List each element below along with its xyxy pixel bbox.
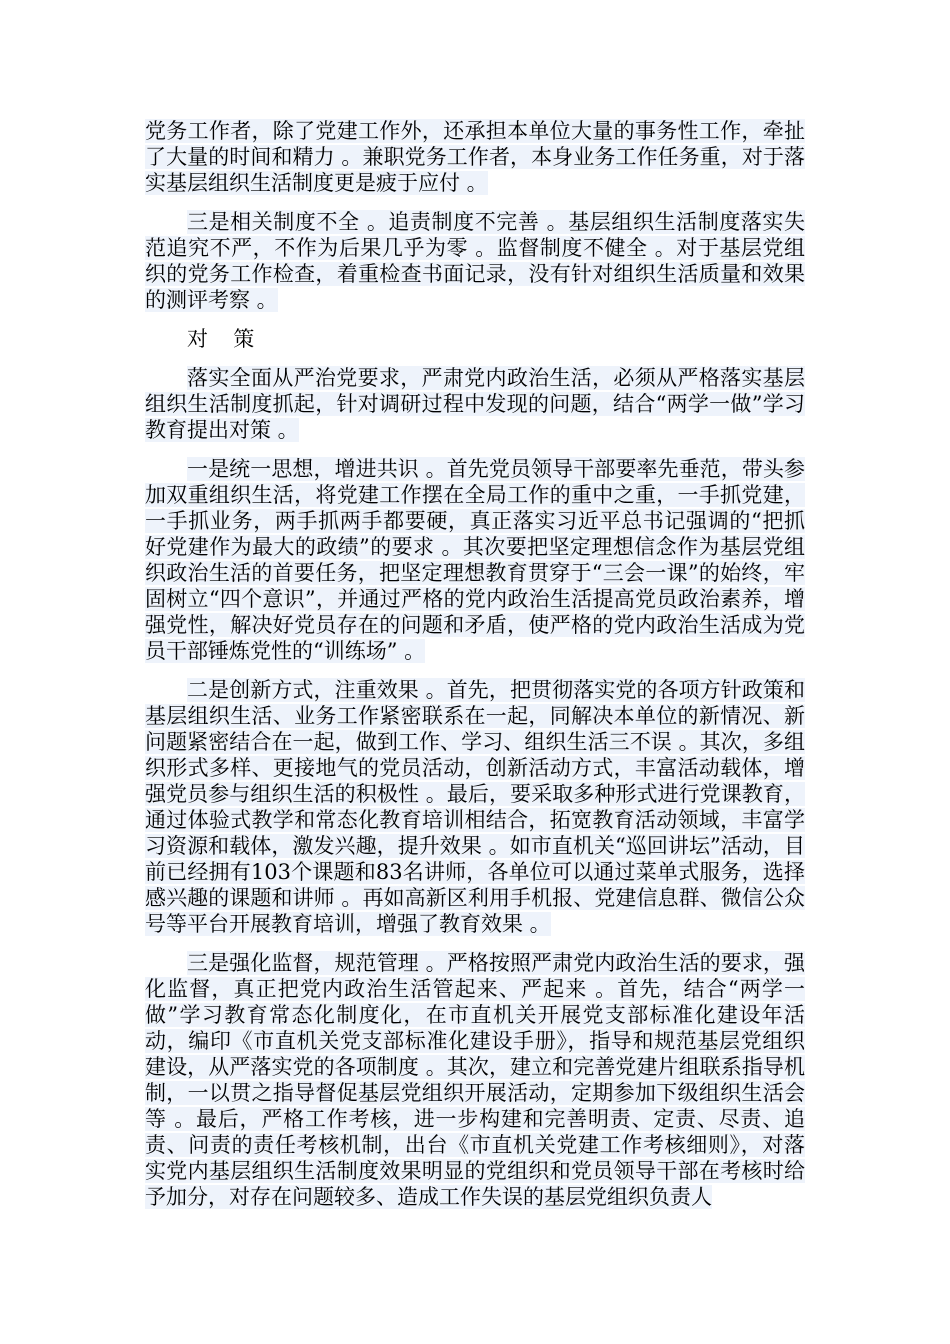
- paragraph-5-text: 二是创新方式，注重效果 。首先，把贯彻落实党的各项方针政策和基层组织生活、业务工作紧密联系在一起，同解决本单位的新情况、新问题紧密结合在一起，做到工作、学习、组织生活三不误 。其次，多组织形式多样、更接地气的党员活动，创新活动方式，丰富活动载体，增强党员参与组织生活的积极性 。最后，要采取多种形式进行党课教育，通过体验式教学和常态化教育培训相结合，拓宽教育活动领域，丰富学习资源和载体，激发兴趣，提升效果 。如市直机关“巡回讲坛”活动，目前已经拥有103个课题和83名讲师，各单位可以通过菜单式服务，选择感兴趣的课题和讲师 。再如高新区利用手机报、党建信息群、微信公众号等平台开展教育培训，增强了教育效果 。: [145, 678, 805, 936]
- paragraph-6: [145, 950, 805, 1210]
- paragraph-3-text: 落实全面从严治党要求，严肃党内政治生活，必须从严格落实基层组织生活制度抓起，针对调研过程中发现的问题，结合“两学一做”学习教育提出对策 。: [145, 366, 805, 442]
- section-heading: 对策: [187, 327, 280, 351]
- paragraph-4: [145, 456, 805, 664]
- document-body: [145, 118, 805, 1223]
- paragraph-2: [145, 209, 805, 313]
- paragraph-6-text: 三是强化监督，规范管理 。严格按照严肃党内政治生活的要求，强化监督，真正把党内政治生活管起来、严起来 。首先，结合“两学一做”学习教育常态化制度化，在市直机关开展党支部标准化建设年活动，编印《市直机关党支部标准化建设手册》，指导和规范基层党组织建设，从严落实党的各项制度 。其次，建立和完善党建片组联系指导机制，一以贯之指导督促基层党组织开展活动，定期参加下级组织生活会等 。最后，严格工作考核，进一步构建和完善明责、定责、尽责、追责、问责的责任考核机制，出台《市直机关党建工作考核细则》，对落实党内基层组织生活制度效果明显的党组织和党员领导干部在考核时给予加分，对存在问题较多、造成工作失误的基层党组织负责人: [145, 951, 805, 1209]
- paragraph-4-text: 一是统一思想，增进共识 。首先党员领导干部要率先垂范，带头参加双重组织生活，将党建工作摆在全局工作的重中之重，一手抓党建，一手抓业务，两手抓两手都要硬，真正落实习近平总书记强调的“把抓好党建作为最大的政绩”的要求 。其次要把坚定理想信念作为基层党组织政治生活的首要任务，把坚定理想教育贯穿于“三会一课”的始终，牢固树立“四个意识”，并通过严格的党内政治生活提高党员政治素养，增强党性，解决好党员存在的问题和矛盾，使严格的党内政治生活成为党员干部锤炼党性的“训练场” 。: [145, 457, 805, 663]
- paragraph-1-text: 党务工作者，除了党建工作外，还承担本单位大量的事务性工作，牵扯了大量的时间和精力 。兼职党务工作者，本身业务工作任务重，对于落实基层组织生活制度更是疲于应付 。: [145, 119, 805, 195]
- paragraph-5: [145, 677, 805, 937]
- paragraph-1: [145, 118, 805, 196]
- paragraph-3: [145, 365, 805, 443]
- paragraph-2-text: 三是相关制度不全 。追责制度不完善 。基层组织生活制度落实失范追究不严，不作为后果几乎为零 。监督制度不健全 。对于基层党组织的党务工作检查，着重检查书面记录，没有针对组织生活质量和效果的测评考察 。: [145, 210, 805, 312]
